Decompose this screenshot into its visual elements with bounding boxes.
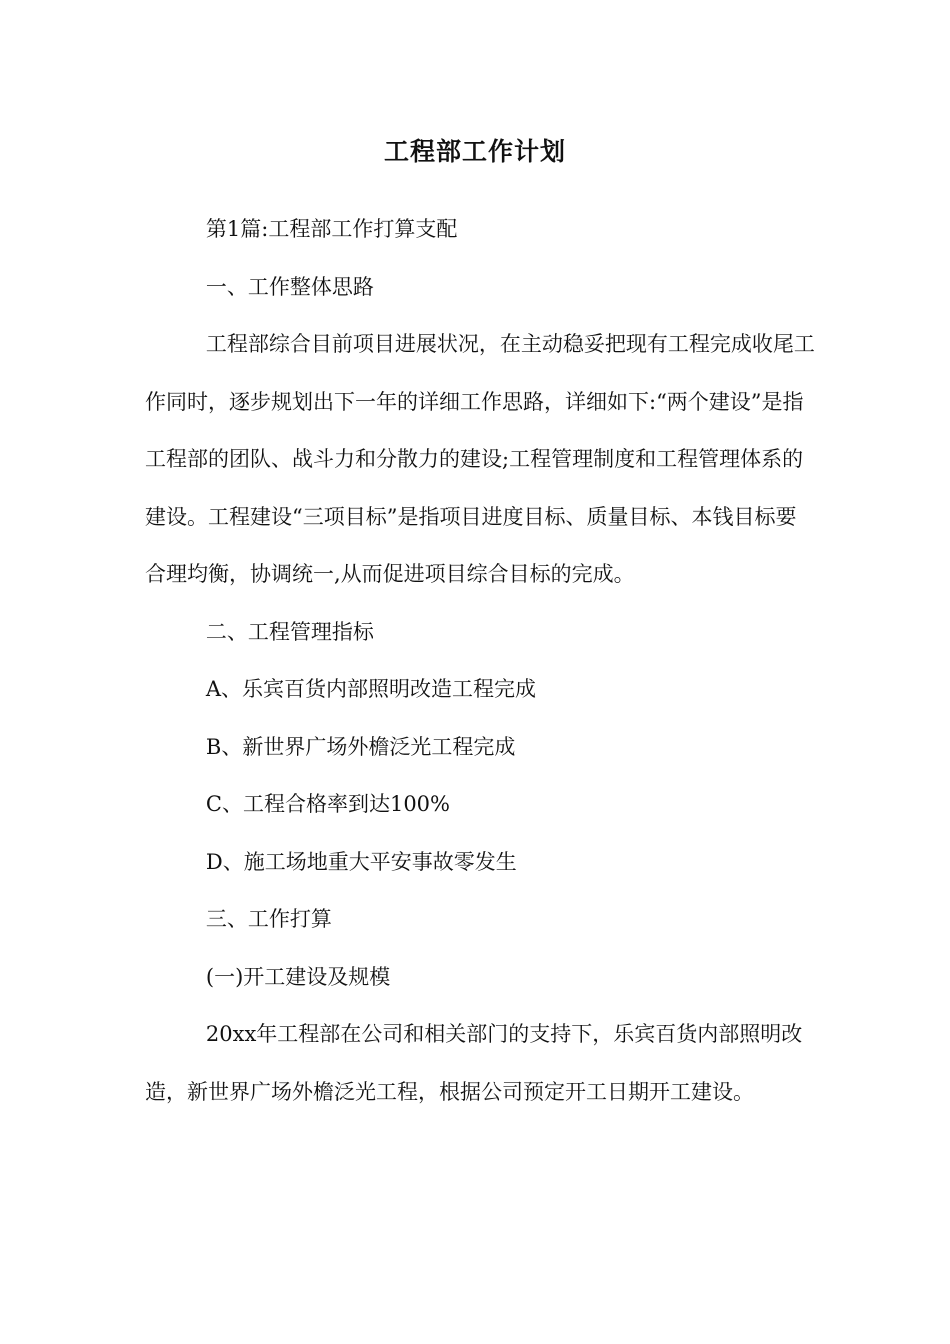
indicator-item-c: C、工程合格率到达100% bbox=[205, 792, 450, 816]
indicator-item-b: B、新世界广场外檐泛光工程完成 bbox=[205, 734, 516, 759]
paragraph-construction: 20xx年工程部在公司和相关部门的支持下，乐宾百货内部照明改造，新世界广场外檐泛光工程，根据公司预定开工日期开工建设。 bbox=[145, 1022, 803, 1104]
document-body bbox=[145, 201, 815, 1121]
section-heading-part1: 第1篇:工程部工作打算支配 bbox=[205, 217, 458, 241]
paragraph-overall-idea: 工程部综合目前项目进展状况，在主动稳妥把现有工程完成收尾工作同时，逐步规划出下一年的详细工作思路，详细如下:“两个建设”是指工程部的团队、战斗力和分散力的建设;工程管理制度和工程管理体系的建设。工程建设“三项目标”是指项目进度目标、质量目标、本钱目标要合理均衡，协调统一,从而促进项目综合目标的完成。 bbox=[145, 332, 815, 586]
indicator-item-a: A、乐宾百货内部照明改造工程完成 bbox=[205, 677, 537, 701]
section-heading-overall-idea: 一、工作整体思路 bbox=[205, 274, 374, 299]
indicator-item-d: D、施工场地重大平安事故零发生 bbox=[205, 849, 517, 874]
subsection-heading-construction: (一)开工建设及规模 bbox=[205, 964, 391, 989]
document-title: 工程部工作计划 bbox=[383, 137, 566, 166]
section-heading-work-plan: 三、工作打算 bbox=[205, 907, 332, 931]
section-heading-management-indicators: 二、工程管理指标 bbox=[205, 619, 374, 644]
